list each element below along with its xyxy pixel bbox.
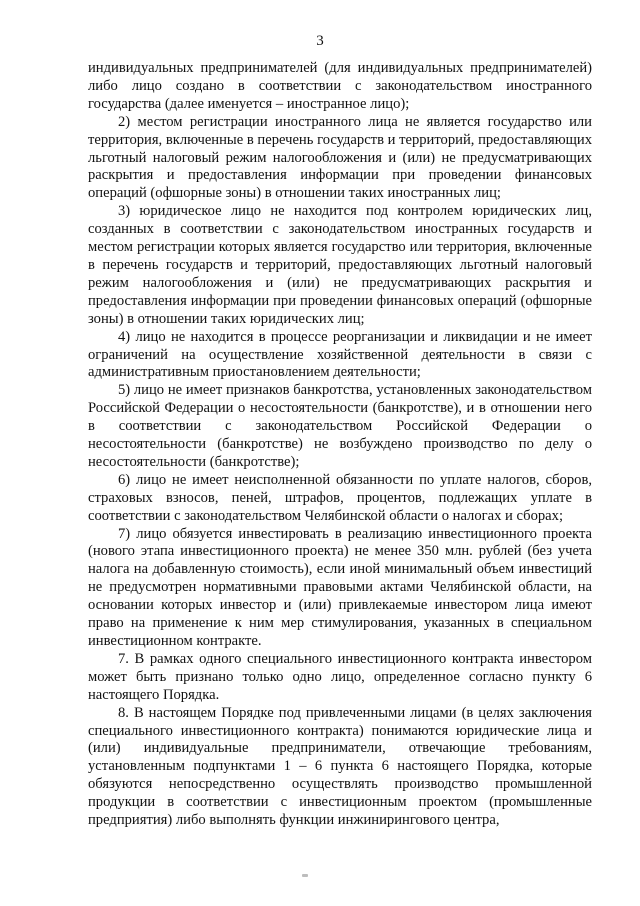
scan-artifact (302, 874, 308, 877)
paragraph-item-4: 4) лицо не находится в процессе реорганизации и ликвидации и не имеет ограничений на осуществление хозяйственной деятельности в связи с административным приостановлением деятельности; (88, 328, 592, 381)
paragraph-item-3: 3) юридическое лицо не находится под контролем юридических лиц, созданных в соответствии с законодательством иностранных государств и местом регистрации которых является государство или территория, включенные в перечень государств и территорий, предоставляющих льготный налоговый режим налогообложения и (или) не предусматривающих раскрытия и предоставления информации при проведении финансовых операций (офшорные зоны) в отношении таких юридических лиц; (88, 203, 592, 327)
paragraph-clause-7: 7. В рамках одного специального инвестиционного контракта инвестором может быть признано только одно лицо, определенное согласно пункту 6 настоящего Порядка. (88, 650, 592, 703)
paragraph-item-7: 7) лицо обязуется инвестировать в реализацию инвестиционного проекта (нового этапа инвестиционного проекта) не менее 350 млн. рублей (без учета налога на добавленную стоимость), если иной минимальный объем инвестиций не предусмотрен нормативными правовыми актами Челябинской области, на основании которых инвестор и (или) привлекаемые инвестором лица имеют право на применение к ним мер стимулирования, указанных в специальном инвестиционном контракте. (88, 525, 592, 649)
document-body (88, 60, 592, 830)
paragraph-item-5: 5) лицо не имеет признаков банкротства, установленных законодательством Российской Федерации о несостоятельности (банкротстве), и в отношении него в соответствии с законодательством Российской Федерации о несостоятельности (банкротстве) не возбуждено производство по делу о несостоятельности (банкротстве); (88, 382, 592, 470)
paragraph-item-6: 6) лицо не имеет неисполненной обязанности по уплате налогов, сборов, страховых взносов, пеней, штрафов, процентов, подлежащих уплате в соответствии с законодательством Челябинской области о налогах и сборах; (88, 471, 592, 524)
page-number: 3 (316, 33, 324, 49)
paragraph-item-2: 2) местом регистрации иностранного лица не является государство или территория, включенные в перечень государств и территорий, предоставляющих льготный налоговый режим налогообложения и (или) не предусматривающих раскрытия и предоставления информации при проведении финансовых операций (офшорные зоны) в отношении таких иностранных лиц; (88, 113, 592, 202)
paragraph-continuation: индивидуальных предпринимателей (для индивидуальных предпринимателей) либо лицо создано в соответствии с законодательством иностранного государства (далее именуется – иностранное лицо); (88, 60, 592, 112)
paragraph-clause-8: 8. В настоящем Порядке под привлеченными лицами (в целях заключения специального инвестиционного контракта) понимаются юридические лица и (или) индивидуальные предприниматели, отвечающие требованиям, установленным подпунктами 1 – 6 пункта 6 настоящего Порядка, которые обязуются непосредственно осуществлять производство промышленной продукции в соответствии с инвестиционным проектом (промышленные предприятия) либо выполнять функции инжинирингового центра, (88, 704, 592, 829)
